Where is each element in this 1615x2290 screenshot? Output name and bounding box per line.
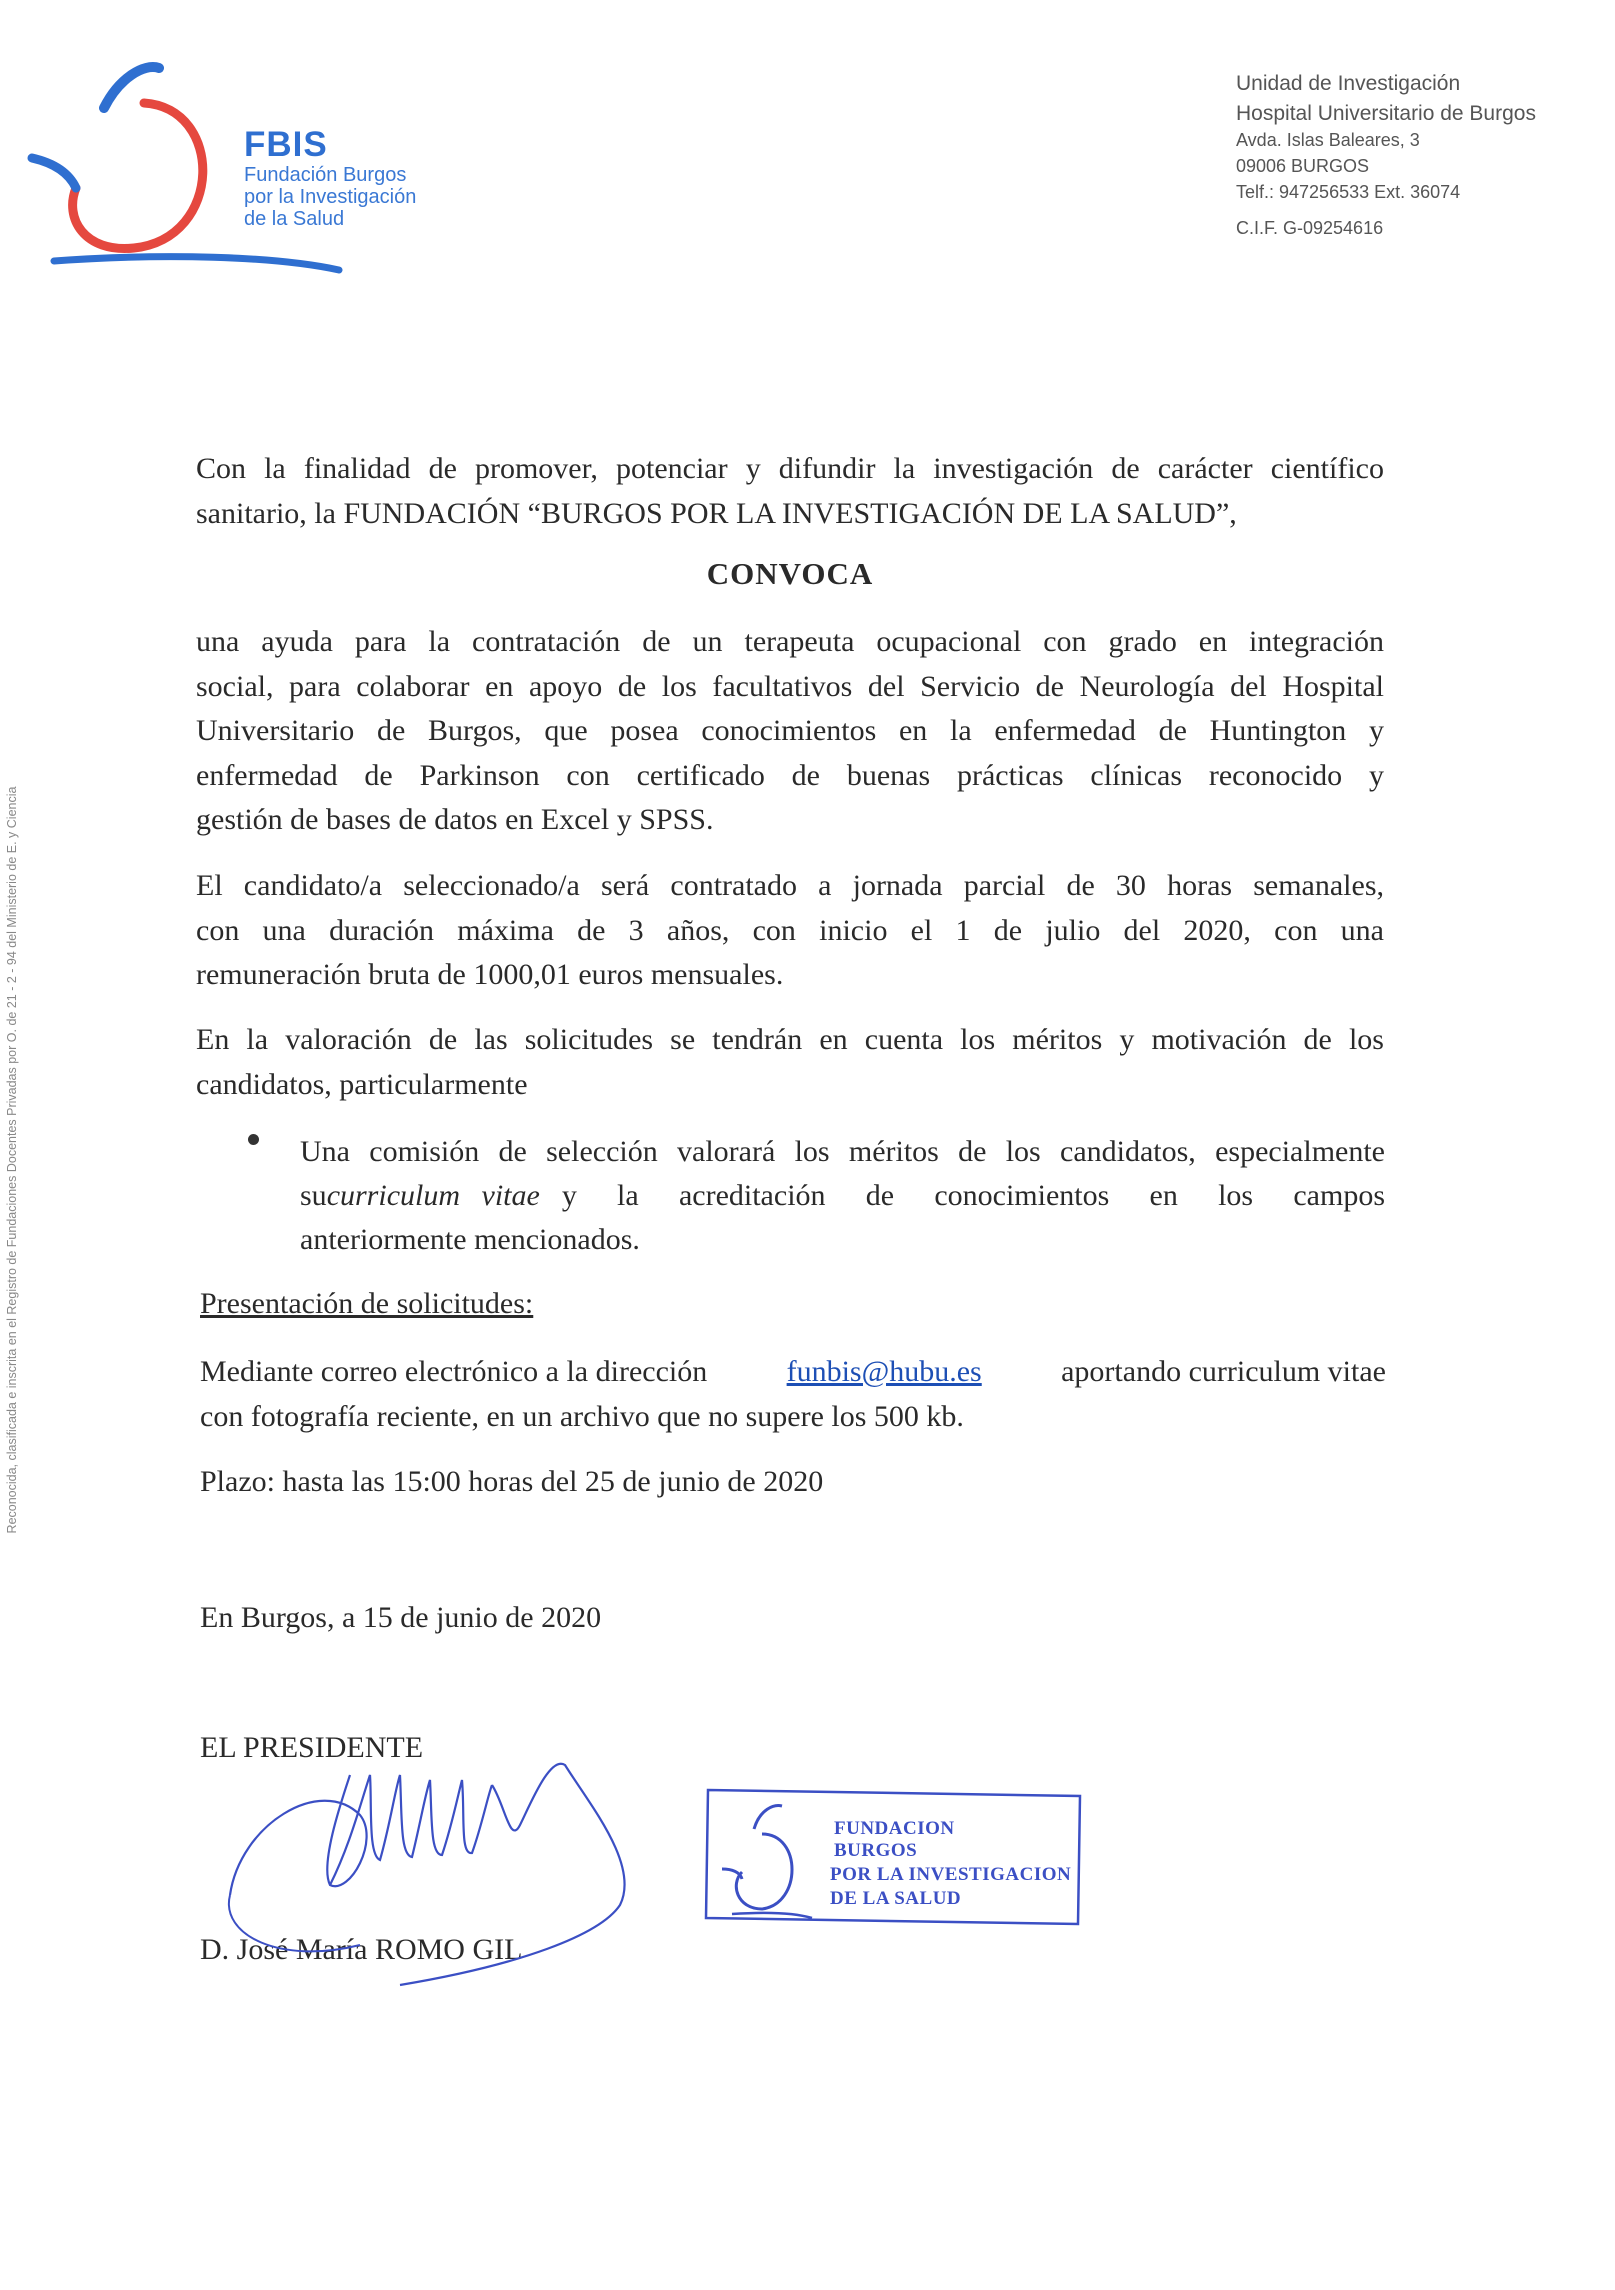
- contrato-paragraph: [196, 864, 1384, 998]
- presentacion-tail: aportando curriculum vitae: [1061, 1355, 1386, 1388]
- intro-paragraph: [196, 447, 1384, 536]
- stamp-line-3: POR LA INVESTIGACION: [830, 1864, 1072, 1885]
- valoracion-line: En la valoración de las solicitudes se tendrán en cuenta los méritos y motivación de los: [196, 1023, 1384, 1056]
- presentacion-line-2: con fotografía reciente, en un archivo que no supere los 500 kb.: [200, 1400, 964, 1433]
- logo-line-3: de la Salud: [244, 208, 345, 230]
- intro-line: sanitario, la FUNDACIÓN “BURGOS POR LA INVESTIGACIÓN DE LA SALUD”,: [196, 496, 1237, 530]
- bullet-tail: y la acreditación de conocimientos en los campos: [561, 1179, 1385, 1212]
- bullet-line-2: [300, 1174, 1385, 1219]
- logo-line-2: por la Investigación: [244, 186, 417, 208]
- bullet-line-1: Una comisión de selección valorará los méritos de los candidatos, especialmente: [300, 1135, 1385, 1168]
- bullet-dot: [248, 1134, 259, 1145]
- address-hospital: Hospital Universitario de Burgos: [1236, 102, 1536, 125]
- bullet-word: su: [300, 1179, 327, 1212]
- valoracion-paragraph: [196, 1018, 1384, 1107]
- ayuda-line: una ayuda para la contratación de un terapeuta ocupacional con grado en integración: [196, 625, 1384, 658]
- convoca-heading: CONVOCA: [706, 556, 874, 591]
- contrato-line: remuneración bruta de 1000,01 euros mensuales.: [196, 958, 784, 991]
- address-cif: C.I.F. G-09254616: [1236, 218, 1384, 238]
- logo-acronym: FBIS: [244, 125, 328, 164]
- contrato-line: El candidato/a seleccionado/a será contratado a jornada parcial de 30 horas semanales,: [196, 869, 1384, 902]
- date-place: En Burgos, a 15 de junio de 2020: [200, 1601, 602, 1634]
- logo-blue-tick: [32, 158, 76, 188]
- contrato-line: con una duración máxima de 3 años, con inicio el 1 de julio del 2020, con una: [196, 913, 1384, 947]
- address-phone: Telf.: 947256533 Ext. 36074: [1236, 182, 1461, 202]
- foundation-stamp: [702, 1784, 1084, 1929]
- logo-red-arc: [73, 103, 203, 248]
- address-street: Avda. Islas Baleares, 3: [1236, 130, 1420, 150]
- bullet-line-3: anteriormente mencionados.: [300, 1223, 640, 1256]
- valoracion-line: candidatos, particularmente: [196, 1067, 528, 1101]
- handwritten-signature: [220, 1745, 660, 1995]
- curriculum-vitae-italic: curriculum vitae: [326, 1179, 540, 1212]
- address-city: 09006 BURGOS: [1236, 156, 1370, 176]
- plazo-text: Plazo: hasta las 15:00 horas del 25 de junio de 2020: [200, 1465, 824, 1498]
- logo-line-1: Fundación Burgos: [244, 164, 407, 186]
- address-unit: Unidad de Investigación: [1236, 72, 1461, 95]
- side-registration-note: Reconocida, clasificada e inscrita en el Registro de Fundaciones Docentes Privadas por O. de 21 - 2 - 94 del Ministerio de E. y Ciencia: [5, 786, 19, 1534]
- intro-line: Con la finalidad de promover, potenciar y difundir la investigación de carácter científico: [196, 452, 1384, 485]
- ayuda-line: enfermedad de Parkinson con certificado de buenas prácticas clínicas reconocido y: [196, 758, 1384, 792]
- ayuda-line: Universitario de Burgos, que posea conocimientos en la enfermedad de Huntington y: [196, 714, 1384, 747]
- ayuda-line: gestión de bases de datos en Excel y SPSS.: [196, 803, 714, 836]
- signer-title: EL PRESIDENTE: [200, 1731, 424, 1764]
- signer-name: D. José María ROMO GIL: [200, 1933, 523, 1966]
- stamp-line-2: BURGOS: [834, 1840, 918, 1861]
- presentacion-lead: Mediante correo electrónico a la dirección: [200, 1355, 708, 1388]
- stamp-line-1: FUNDACION: [834, 1818, 955, 1839]
- logo-blue-swoosh: [54, 257, 339, 270]
- ayuda-line: social, para colaborar en apoyo de los facultativos del Servicio de Neurología del Hospital: [196, 669, 1384, 703]
- ayuda-paragraph: [196, 620, 1384, 843]
- email-link[interactable]: funbis@hubu.es: [786, 1355, 982, 1388]
- presentacion-line-1: [200, 1352, 1386, 1392]
- stamp-line-4: DE LA SALUD: [830, 1888, 962, 1909]
- presentacion-heading: Presentación de solicitudes:: [200, 1287, 534, 1320]
